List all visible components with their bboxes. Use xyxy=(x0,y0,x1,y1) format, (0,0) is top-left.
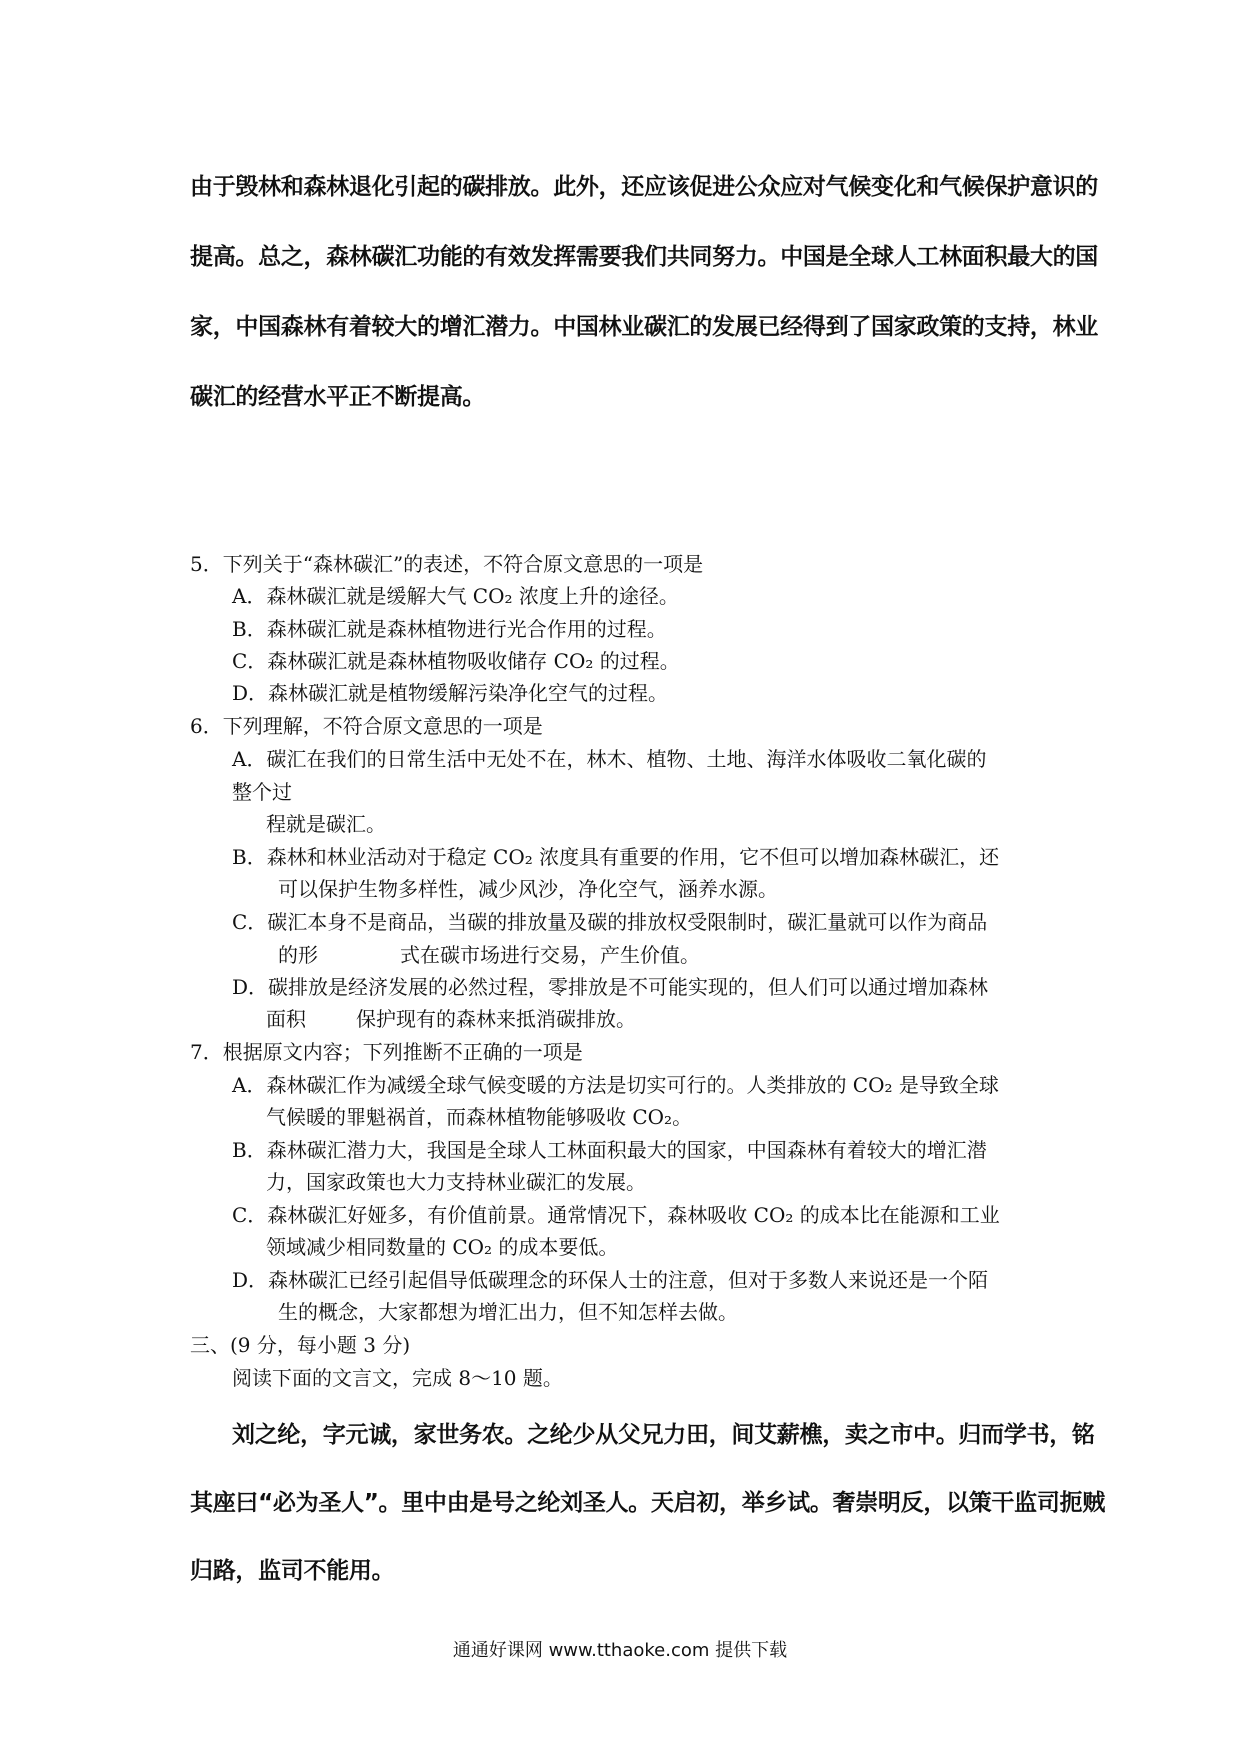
passage-line: 由于毁林和森林退化引起的碳排放。此外，还应该促进公众应对气候变化和气候保护意识的 xyxy=(190,174,1099,200)
option-a-line3: 程就是碳汇。 xyxy=(266,812,386,836)
question-stem: 6．下列理解，不符合原文意思的一项是 xyxy=(190,714,543,738)
option-c-line1: C．碳汇本身不是商品，当碳的排放量及碳的排放权受限制时，碳汇量就可以作为商品 xyxy=(232,910,988,934)
passage-line: 归路，监司不能用。 xyxy=(190,1558,395,1584)
option-c-line2b: 式在碳市场进行交易，产生价值。 xyxy=(400,943,700,967)
passage-line: 家，中国森林有着较大的增汇潜力。中国林业碳汇的发展已经得到了国家政策的支持，林业 xyxy=(190,314,1099,340)
option-d: D．森林碳汇就是植物缓解污染净化空气的过程。 xyxy=(232,681,669,705)
option-b-line1: B．森林碳汇潜力大，我国是全球人工林面积最大的国家，中国森林有着较大的增汇潜 xyxy=(232,1138,987,1162)
section-instruction: 阅读下面的文言文，完成 8～10 题。 xyxy=(232,1366,563,1390)
option-c-line1: C．森林碳汇好娅多，有价值前景。通常情况下，森林吸收 CO₂ 的成本比在能源和工业 xyxy=(232,1203,1000,1227)
option-a-line1: A．森林碳汇作为减缓全球气候变暖的方法是切实可行的。人类排放的 CO₂ 是导致全球 xyxy=(232,1073,999,1097)
option-a-line2: 整个过 xyxy=(232,780,292,804)
question-stem: 7．根据原文内容；下列推断不正确的一项是 xyxy=(190,1040,583,1064)
option-a: A．森林碳汇就是缓解大气 CO₂ 浓度上升的途径。 xyxy=(232,584,679,608)
passage-line: 碳汇的经营水平正不断提高。 xyxy=(190,384,486,410)
option-b-line1: B．森林和林业活动对于稳定 CO₂ 浓度具有重要的作用，它不但可以增加森林碳汇，还 xyxy=(232,845,1000,869)
option-c: C．森林碳汇就是森林植物吸收储存 CO₂ 的过程。 xyxy=(232,649,680,673)
option-b: B．森林碳汇就是森林植物进行光合作用的过程。 xyxy=(232,617,667,641)
section-heading: 三、(9 分，每小题 3 分) xyxy=(190,1333,411,1357)
passage-line: 其座曰“必为圣人”。里中由是号之纶刘圣人。天启初，举乡试。奢崇明反，以策干监司扼贼 xyxy=(190,1490,1105,1516)
option-b-line2: 力，国家政策也大力支持林业碳汇的发展。 xyxy=(266,1170,646,1194)
option-a-line2: 气候暖的罪魁祸首，而森林植物能够吸收 CO₂。 xyxy=(266,1105,693,1129)
option-d-line1: D．碳排放是经济发展的必然过程，零排放是不可能实现的，但人们可以通过增加森林 xyxy=(232,975,989,999)
option-d-line2a: 面积 xyxy=(266,1007,306,1031)
option-a-line1: A．碳汇在我们的日常生活中无处不在，林木、植物、土地、海洋水体吸收二氧化碳的 xyxy=(232,747,987,771)
passage-line: 刘之纶，字元诚，家世务农。之纶少从父兄力田，间艾薪樵，卖之市中。归而学书，铭 xyxy=(232,1422,1095,1448)
option-c-line2a: 的形 xyxy=(278,943,318,967)
option-b-line2: 可以保护生物多样性，减少风沙，净化空气，涵养水源。 xyxy=(278,877,778,901)
option-d-line1: D．森林碳汇已经引起倡导低碳理念的环保人士的注意，但对于多数人来说还是一个陌 xyxy=(232,1268,989,1292)
option-d-line2b: 保护现有的森林来抵消碳排放。 xyxy=(356,1007,636,1031)
option-d-line2: 生的概念，大家都想为增汇出力，但不知怎样去做。 xyxy=(278,1300,738,1324)
question-stem: 5．下列关于“森林碳汇”的表述，不符合原文意思的一项是 xyxy=(190,552,704,576)
passage-line: 提高。总之，森林碳汇功能的有效发挥需要我们共同努力。中国是全球人工林面积最大的国 xyxy=(190,244,1099,270)
page-footer: 通通好课网 www.tthaoke.com 提供下载 xyxy=(452,1640,788,1661)
option-c-line2: 领域减少相同数量的 CO₂ 的成本要低。 xyxy=(266,1235,619,1259)
